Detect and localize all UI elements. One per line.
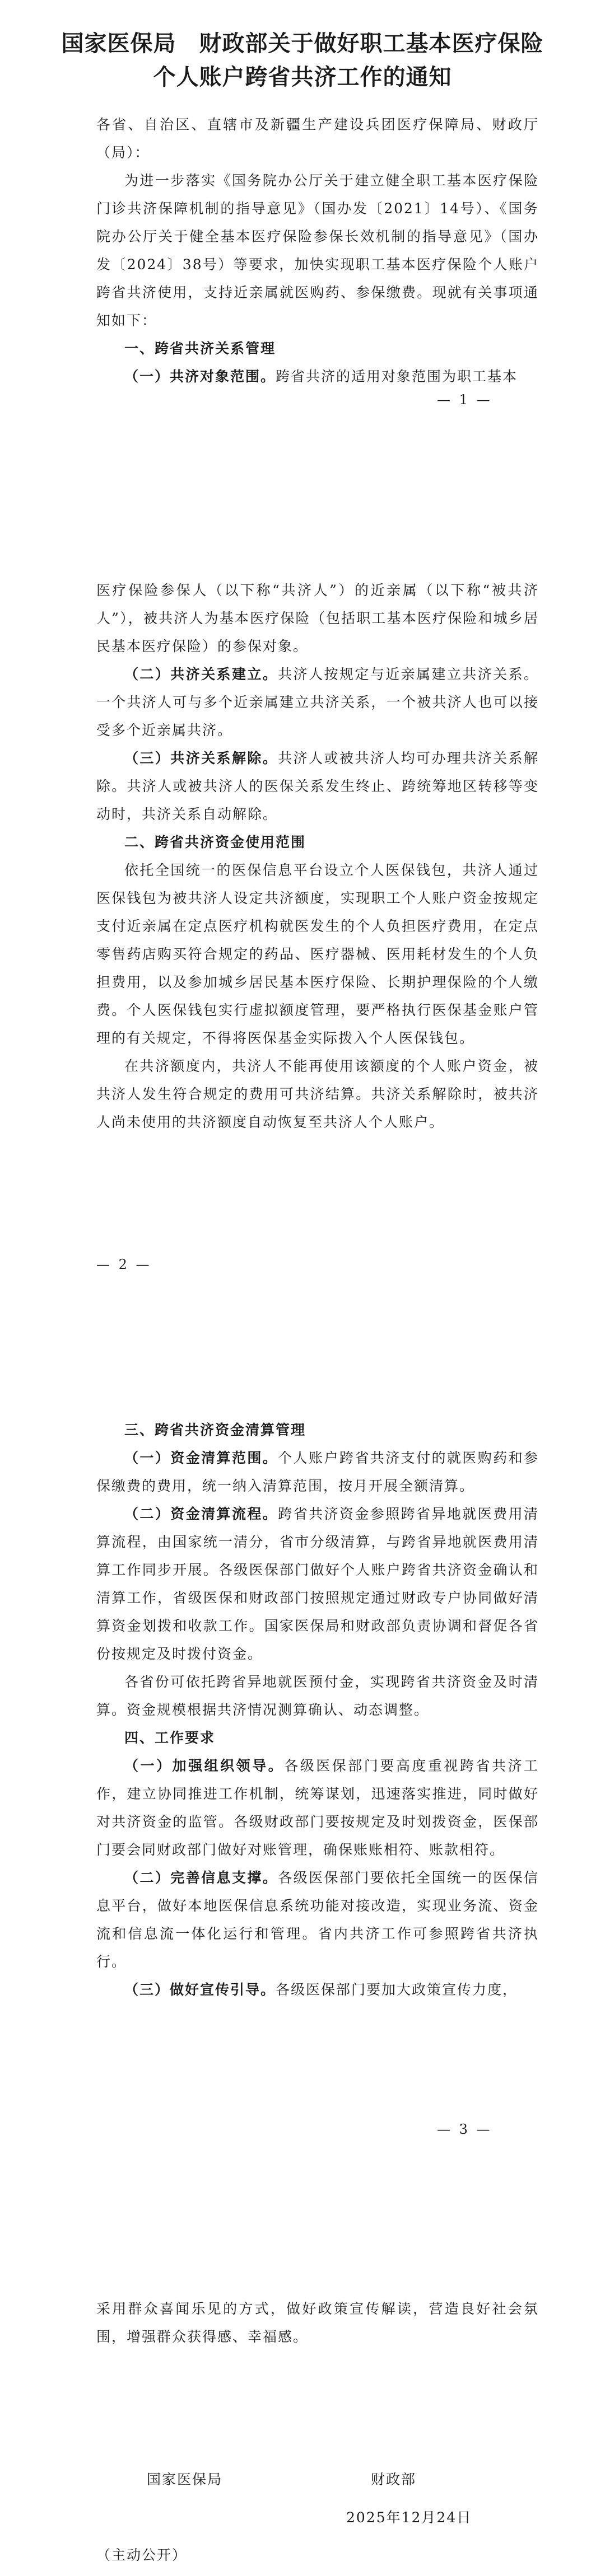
- s1-p1-label: （一）共济对象范围。: [124, 368, 276, 385]
- s1-p3-text: 共济人或被共济人均可办理共济关系解除。共济人或被共济人的医保关系发生终止、跨统筹地区转移等变动时，共济关系自动解除。: [96, 750, 539, 822]
- s3-p3: 各省份可依托跨省异地就医预付金，实现跨省共济资金及时清算。资金规模根据共济情况测算确认、动态调整。: [96, 1674, 539, 1718]
- s4-p3-part-a: [96, 1976, 539, 2004]
- s4-p1-label: （一）加强组织领导。: [124, 1758, 285, 1774]
- s1-p1-part-a: [96, 363, 539, 391]
- s3-p2-label: （二）资金清算流程。: [124, 1506, 278, 1522]
- signature-org-2: 财政部: [371, 2471, 417, 2488]
- document-title: [45, 27, 560, 94]
- s3-p1: [96, 1444, 539, 1500]
- section-1-heading: 一、跨省共济关系管理: [124, 340, 276, 357]
- intro-paragraph: 为进一步落实《国务院办公厅关于建立健全职工基本医疗保险门诊共济保障机制的指导意见》（国办发〔2021〕14号）、《国务院办公厅关于健全基本医疗保险参保长效机制的指导意见》（国办发〔2024〕38号）等要求，加快实现职工基本医疗保险个人账户跨省共济使用，支持近亲属就医购药、参保缴费。现就有关事项通知如下：: [96, 172, 539, 329]
- page-number-3: — 3 —: [437, 2121, 492, 2137]
- disclosure-note: （主动公开）: [96, 2547, 188, 2563]
- signature-org-1: 国家医保局: [147, 2471, 223, 2488]
- s4-p2: [96, 1864, 539, 1976]
- page-2-body: [96, 577, 539, 1136]
- s1-p1-part-b: 医疗保险参保人（以下称“共济人”）的近亲属（以下称“被共济人”），被共济人为基本医疗保险（包括职工基本医疗保险和城乡居民基本医疗保险）的参保对象。: [96, 582, 539, 654]
- title-line-1: 国家医保局 财政部关于做好职工基本医疗保险: [61, 30, 544, 57]
- section-4-heading: 四、工作要求: [124, 1730, 216, 1746]
- s3-p1-label: （一）资金清算范围。: [124, 1450, 278, 1466]
- section-3-heading: 三、跨省共济资金清算管理: [124, 1422, 306, 1438]
- signature-date: 2025年12月24日: [346, 2509, 472, 2526]
- s1-p3-label: （三）共济关系解除。: [124, 750, 278, 766]
- s1-p1-text-a: 跨省共济的适用对象范围为职工基本: [276, 368, 518, 385]
- s2-p1: 依托全国统一的医保信息平台设立个人医保钱包，共济人通过医保钱包为被共济人设定共济额度，实现职工个人账户资金按规定支付近亲属在定点医疗机构就医发生的个人负担医疗费用，在定点零售药店购买符合规定的药品、医疗器械、医用耗材发生的个人负担费用，以及参加城乡居民基本医疗保险、长期护理保险的个人缴费。个人医保钱包实行虚拟额度管理，要严格执行医保基金账户管理的有关规定，不得将医保基金实际拨入个人医保钱包。: [96, 862, 539, 1046]
- s1-p2-label: （二）共济关系建立。: [124, 666, 278, 682]
- s4-p3-text-a: 各级医保部门要加大政策宣传力度，: [276, 1982, 518, 1998]
- s4-p1: [96, 1752, 539, 1864]
- page-number-1: — 1 —: [437, 392, 492, 408]
- page-3-body: [96, 1416, 539, 2004]
- page-1-body: [96, 111, 539, 391]
- title-line-2: 个人账户跨省共济工作的通知: [153, 64, 452, 90]
- s1-p2: [96, 661, 539, 744]
- salutation: 各省、自治区、直辖市及新疆生产建设兵团医疗保障局、财政厅（局）：: [96, 116, 539, 161]
- page-number-2: — 2 —: [96, 1257, 152, 1272]
- page-4-body: [96, 2295, 539, 2351]
- s4-p3-label: （三）做好宣传引导。: [124, 1982, 276, 1998]
- s3-p2: [96, 1500, 539, 1668]
- s4-p3-part-b: 采用群众喜闻乐见的方式，做好政策宣传解读，营造良好社会氛围，增强群众获得感、幸福感。: [96, 2301, 539, 2345]
- s3-p1-text: 个人账户跨省共济支付的就医购药和参保缴费的费用，统一纳入清算范围，按月开展全额清算。: [96, 1450, 539, 1494]
- s4-p1-text: 各级医保部门要高度重视跨省共济工作，建立协同推进工作机制，统筹谋划，迅速落实推进，同时做好对共济资金的监管。各级财政部门要按规定及时划拨资金，医保部门要会同财政部门做好对账管理，确保账账相符、账款相符。: [96, 1758, 539, 1858]
- s4-p2-text: 各级医保部门要依托全国统一的医保信息平台，做好本地医保信息系统功能对接改造，实现业务流、资金流和信息流一体化运行和管理。省内共济工作可参照跨省共济执行。: [96, 1870, 539, 1970]
- s1-p2-text: 共济人按规定与近亲属建立共济关系。一个共济人可与多个近亲属建立共济关系，一个被共济人也可以接受多个近亲属共济。: [96, 666, 539, 738]
- s4-p2-label: （二）完善信息支撑。: [124, 1870, 278, 1886]
- s3-p2-text: 跨省共济资金参照跨省异地就医费用清算流程，由国家统一清分，省市分级清算，与跨省异地就医费用清算工作同步开展。各级医保部门做好个人账户跨省共济资金确认和清算工作，省级医保和财政部门按照规定通过财政专户协同做好清算资金划拨和收款工作。国家医保局和财政部负责协调和督促各省份按规定及时拨付资金。: [96, 1506, 539, 1662]
- s1-p3: [96, 744, 539, 828]
- s2-p2: 在共济额度内，共济人不能再使用该额度的个人账户资金，被共济人发生符合规定的费用可共济结算。共济关系解除时，被共济人尚未使用的共济额度自动恢复至共济人个人账户。: [96, 1058, 539, 1130]
- section-2-heading: 二、跨省共济资金使用范围: [124, 834, 306, 850]
